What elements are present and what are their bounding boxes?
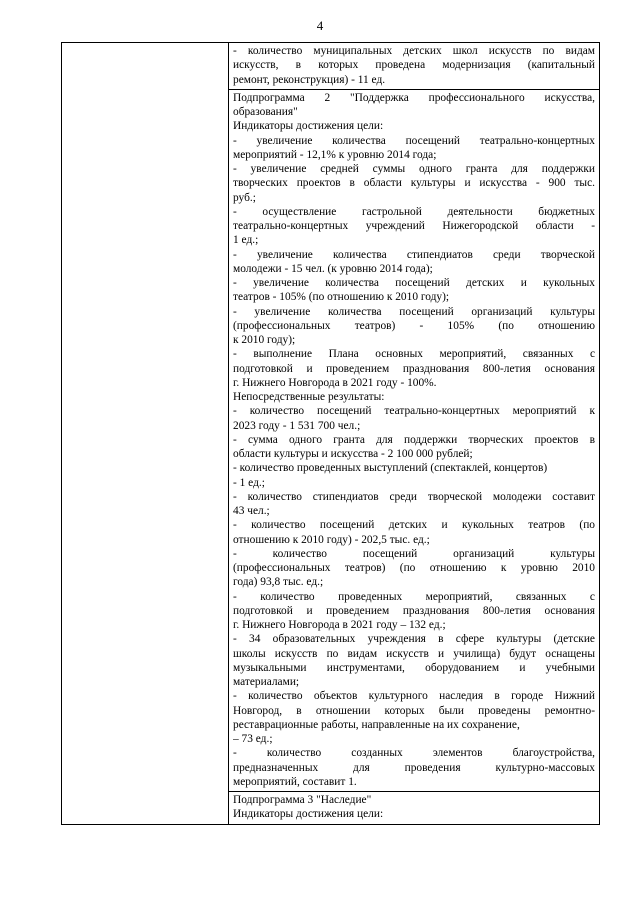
text-line: образования" [233,106,298,118]
text-line: - количество объектов культурного наследия в городе Нижний [233,690,595,703]
content-cell-row3 [229,792,600,825]
text-line: области культуры и искусства - 2 100 000 рублей; [233,448,473,460]
text-line: Индикаторы достижения цели: [233,808,384,821]
text-line: Подпрограмма 2 "Поддержка профессионального искусства, [233,91,595,104]
text-line: - количество созданных элементов благоустройства, [233,747,595,760]
content-cell-row1 [229,43,600,90]
text-line: музыкальными инструментами, оборудованием и учебными [233,661,595,674]
page-number: 4 [316,18,324,33]
text-line: руб.; [233,191,256,204]
text-line: - количество муниципальных детских школ искусств по видам [233,45,595,57]
text-line: молодежи - 15 чел. (к уровню 2014 года); [233,262,433,275]
table-label-cell [62,43,229,825]
content-cell-row2 [229,89,600,791]
text-line: Индикаторы достижения цели: [233,120,384,133]
text-line: - количество проведенных мероприятий, связанных с [233,590,595,603]
text-line: - выполнение Плана основных мероприятий, связанных с [233,348,595,361]
program-table [61,42,600,825]
text-line: (профессиональных театров) - 105% (по отношению [233,319,595,332]
text-line: мероприятий, составит 1. [233,775,357,788]
text-line: материалами; [233,676,300,688]
text-line: реставрационные работы, направленные на их сохранение, [233,718,520,731]
text-line: Новгород, в отношении которых были проведены ремонтно- [233,704,595,717]
text-line: г. Нижнего Новгорода в 2021 году – 132 ед.; [233,619,446,631]
text-line: 1 ед.; [233,234,259,247]
text-line: - 34 образовательных учреждения в сфере культуры (детские [233,633,595,646]
text-line: предназначенных для проведения культурно-массовых [233,761,595,774]
text-line: - увеличение количества посещений организаций культуры [233,305,595,318]
text-line: 2023 году - 1 531 700 чел.; [233,419,361,432]
text-line: - количество посещений театрально-концертных мероприятий к [233,405,595,418]
text-line: - осуществление гастрольной деятельности бюджетных [233,205,595,218]
text-line: творческих проектов в области культуры и искусства - 900 тыс. [233,177,595,190]
text-line: ремонт, реконструкция) - 11 ед. [233,73,386,86]
text-line: - количество проведенных выступлений (спектаклей, концертов) [233,462,548,475]
text-line: театрально-концертных учреждений Нижегородской области - [233,220,595,232]
text-line: - количество посещений детских и кукольных театров (по [233,519,595,532]
text-line: г. Нижнего Новгорода в 2021 году - 100%. [233,376,437,389]
text-line: к 2010 году); [233,334,296,346]
text-line: школы искусств по видам искусств и училища) будут оснащены [233,647,595,660]
text-line: 43 чел.; [233,505,270,517]
text-line: Подпрограмма 3 "Наследие" [233,794,372,806]
text-line: - увеличение средней суммы одного гранта для поддержки [233,163,595,175]
text-line: года) 93,8 тыс. ед.; [233,576,324,589]
text-line: - сумма одного гранта для поддержки творческих проектов в [233,433,595,446]
text-line: искусств, в которых проведена модернизация (капитальный [233,59,595,72]
text-line: - увеличение количества посещений театрально-концертных [233,134,595,147]
text-line: подготовкой и проведением празднования 800-летия основания [233,362,595,375]
text-line: - 1 ед.; [233,476,265,489]
cell-text [233,44,595,87]
text-line: - увеличение количества стипендиатов среди творческой [233,248,595,261]
text-line: театров - 105% (по отношению к 2010 году); [233,291,450,304]
table-row-1 [62,43,600,90]
text-line: - увеличение количества посещений детских и кукольных [233,277,595,289]
text-line: отношению к 2010 году) - 202,5 тыс. ед.; [233,533,430,546]
text-line: (профессиональных театров) (по отношению к уровню 2010 [233,562,595,574]
cell-text [233,91,595,789]
text-line: подготовкой и проведением празднования 800-летия основания [233,604,595,617]
cell-text [233,793,595,822]
text-line: мероприятий - 12,1% к уровню 2014 года; [233,148,437,161]
text-line: - количество стипендиатов среди творческой молодежи составит [233,490,595,503]
text-line: Непосредственные результаты: [233,391,385,403]
text-line: - количество посещений организаций культуры [233,547,595,560]
text-line: – 73 ед.; [233,733,273,745]
